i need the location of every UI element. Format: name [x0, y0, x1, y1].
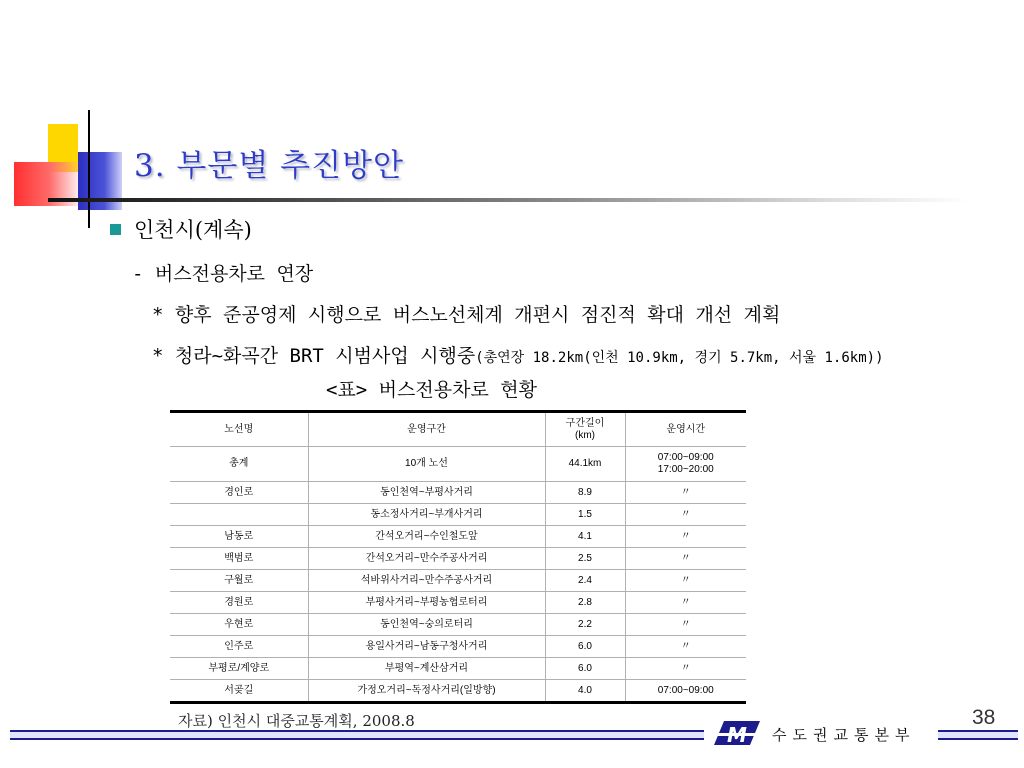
dash-item: - 버스전용차로 연장 — [132, 263, 314, 285]
table-caption: <표> 버스전용차로 현황 — [326, 379, 537, 401]
table-row — [170, 680, 746, 703]
table-row — [170, 447, 746, 482]
table-cell: 〃 — [625, 548, 746, 570]
table-cell: 〃 — [625, 636, 746, 658]
table-row — [170, 526, 746, 548]
table-cell: 서곶길 — [170, 680, 308, 703]
table-cell: 구월로 — [170, 570, 308, 592]
table-row — [170, 614, 746, 636]
table-cell: 백범로 — [170, 548, 308, 570]
bullet-heading: 인천시(계속) — [134, 218, 252, 242]
table-cell: 8.9 — [545, 482, 625, 504]
table-header: 구간길이 (km) — [545, 412, 625, 447]
table-row — [170, 548, 746, 570]
bullet-square-icon — [110, 224, 121, 235]
table-cell: 〃 — [625, 614, 746, 636]
table-cell: 4.0 — [545, 680, 625, 703]
source-note: 자료) 인천시 대중교통계획, 2008.8 — [178, 712, 415, 730]
table-cell: 2.5 — [545, 548, 625, 570]
table-cell: 〃 — [625, 526, 746, 548]
table-row — [170, 636, 746, 658]
table-cell: 〃 — [625, 592, 746, 614]
table-cell: 용일사거리~남동구청사거리 — [308, 636, 545, 658]
table-cell: 남동로 — [170, 526, 308, 548]
decor-vertical-line — [88, 110, 90, 228]
table-header: 노선명 — [170, 412, 308, 447]
table-cell: 동인천역~부평사거리 — [308, 482, 545, 504]
table-cell: 〃 — [625, 482, 746, 504]
plan-line: * 향후 준공영제 시행으로 버스노선체계 개편시 점진적 확대 개선 계획 — [152, 304, 781, 326]
table-cell: 〃 — [625, 658, 746, 680]
table-cell: 동소정사거리~부개사거리 — [308, 504, 545, 526]
table-cell: 1.5 — [545, 504, 625, 526]
table-cell: 6.0 — [545, 636, 625, 658]
table-row — [170, 658, 746, 680]
table-cell — [170, 504, 308, 526]
table-cell: 총계 — [170, 447, 308, 482]
table-cell: 〃 — [625, 504, 746, 526]
table-row — [170, 482, 746, 504]
brt-line — [152, 341, 884, 368]
table-header: 운영시간 — [625, 412, 746, 447]
organization-logo-icon — [712, 717, 762, 749]
slide-title: 3. 부문별 추진방안 — [134, 148, 404, 184]
table-cell: 4.1 — [545, 526, 625, 548]
table-header: 운영구간 — [308, 412, 545, 447]
table-cell: 2.8 — [545, 592, 625, 614]
table-cell: 간석오거리~수인철도앞 — [308, 526, 545, 548]
table-row — [170, 504, 746, 526]
table-cell: 07:00~09:00 17:00~20:00 — [625, 447, 746, 482]
table-cell: 2.4 — [545, 570, 625, 592]
table-cell: 2.2 — [545, 614, 625, 636]
table-cell: 10개 노선 — [308, 447, 545, 482]
page-number: 38 — [972, 706, 996, 729]
table-cell: 44.1km — [545, 447, 625, 482]
table-cell: 부평사거리~부평농협로터리 — [308, 592, 545, 614]
footer-line-right — [938, 730, 1018, 740]
table-cell: 인주로 — [170, 636, 308, 658]
table-cell: 석바위사거리~만수주공사거리 — [308, 570, 545, 592]
table-cell: 우현로 — [170, 614, 308, 636]
table-cell: 동인천역~숭의로터리 — [308, 614, 545, 636]
table-cell: 6.0 — [545, 658, 625, 680]
brt-line-main: * 청라~화곡간 BRT 시범사업 시행중 — [152, 345, 476, 367]
table-cell: 경인로 — [170, 482, 308, 504]
table-cell: 〃 — [625, 570, 746, 592]
table-cell: 부평역~계산삼거리 — [308, 658, 545, 680]
title-underline — [48, 198, 968, 202]
table-cell: 가정오거리~독정사거리(일방향) — [308, 680, 545, 703]
bus-lane-table — [170, 410, 746, 704]
organization-name: 수도권교통본부 — [772, 726, 916, 744]
footer-line-left — [10, 730, 704, 740]
table-row — [170, 570, 746, 592]
table-row — [170, 592, 746, 614]
logo-letter: M — [727, 723, 747, 747]
table-cell: 부평로/계양로 — [170, 658, 308, 680]
table-cell: 07:00~09:00 — [625, 680, 746, 703]
table-cell: 경원로 — [170, 592, 308, 614]
brt-line-detail: (총연장 18.2km(인천 10.9km, 경기 5.7km, 서울 1.6km)) — [475, 350, 884, 366]
table-cell: 간석오거리~만수주공사거리 — [308, 548, 545, 570]
